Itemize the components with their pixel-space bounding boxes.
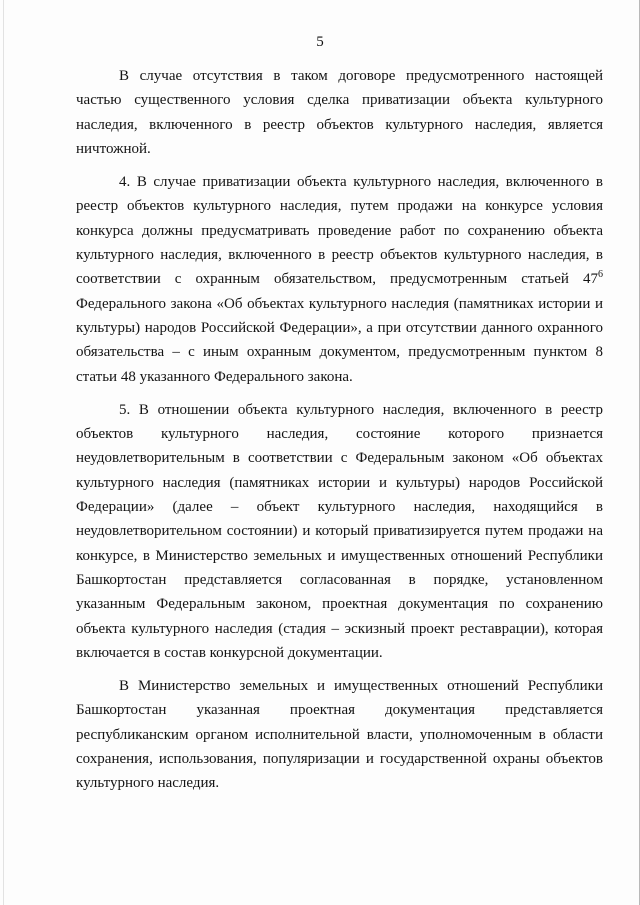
page-number: 5: [316, 34, 324, 50]
article-superscript: 6: [598, 269, 603, 281]
page-edge: [3, 0, 4, 905]
paragraph-ministry-submission: В Министерство земельных и имущественных отношений Республики Башкортостан указанная проектная документация представляется республиканским органом исполнительной власти, уполномоченным в области сохранения, использования, популяризации и государственной охраны объектов культурного наследия.: [76, 678, 603, 792]
paragraph-item-4-text-start: 4. В случае приватизации объекта культурного наследия, включенного в реестр объектов культурного наследия, путем продажи на конкурсе условия конкурса должны предусматривать проведение работ по сохранению объекта культурного наследия, включенного в реестр объектов культурного наследия, в соответствии с охранным обязательством, предусмотренным статьей 47: [76, 174, 603, 288]
document-body: [76, 64, 603, 796]
paragraph-nullity-clause: В случае отсутствия в таком договоре предусмотренного настоящей частью существенного условия сделка приватизации объекта культурного наследия, включенного в реестр объектов культурного наследия, является ничтожной.: [76, 68, 603, 157]
paragraph-item-4: [76, 170, 603, 389]
paragraph-item-4-text-end: Федерального закона «Об объектах культурного наследия (памятниках истории и культуры) народов Российской Федерации», а при отсутствии данного охранного обязательства – с иным охранным документом, предусмотренным пунктом 8 статьи 48 указанного Федерального закона.: [76, 295, 603, 385]
paragraph-item-5: 5. В отношении объекта культурного наследия, включенного в реестр объектов культурного наследия, состояние которого признается неудовлетворительным в соответствии с Федеральным законом «Об объектах культурного наследия (памятниках истории и культуры) народов Российской Федерации» (далее – объект культурного наследия, находящийся в неудовлетворительном состоянии) и который приватизируется путем продажи на конкурсе, в Министерство земельных и имущественных отношений Республики Башкортостан представляется согласованная в порядке, установленном указанным Федеральным законом, проектная документация по сохранению объекта культурного наследия (стадия – эскизный проект реставрации), которая включается в состав конкурсной документации.: [76, 401, 603, 661]
